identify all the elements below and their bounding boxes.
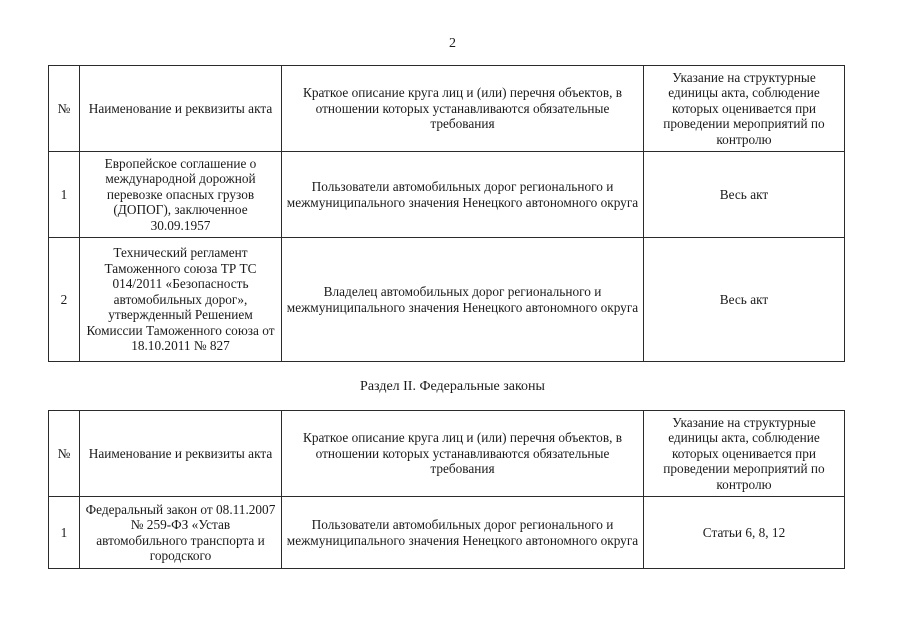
table-header-row: [49, 66, 845, 152]
header-act-name: Наименование и реквизиты акта: [80, 66, 282, 152]
acts-table-section-1: [48, 65, 845, 362]
header-number: №: [49, 66, 80, 152]
row-number: 1: [49, 497, 80, 569]
header-number: №: [49, 411, 80, 497]
header-act-name: Наименование и реквизиты акта: [80, 411, 282, 497]
header-structural-units: Указание на структурные единицы акта, соблюдение которых оценивается при проведении мероприятий по контролю: [644, 66, 845, 152]
act-description: Пользователи автомобильных дорог регионального и межмуниципального значения Ненецкого автономного округа: [282, 152, 644, 238]
act-description: Пользователи автомобильных дорог регионального и межмуниципального значения Ненецкого автономного округа: [282, 497, 644, 569]
acts-table-section-2: [48, 410, 845, 569]
table-row: [49, 152, 845, 238]
act-structural-units: Весь акт: [644, 238, 845, 362]
row-number: 2: [49, 238, 80, 362]
page-number: 2: [449, 36, 456, 51]
act-description: Владелец автомобильных дорог регионального и межмуниципального значения Ненецкого автономного округа: [282, 238, 644, 362]
header-description: Краткое описание круга лиц и (или) перечня объектов, в отношении которых устанавливаются обязательные требования: [282, 66, 644, 152]
act-structural-units: Весь акт: [644, 152, 845, 238]
act-name: Технический регламент Таможенного союза ТР ТС 014/2011 «Безопасность автомобильных дорог», утвержденный Решением Комиссии Таможенного союза от 18.10.2011 № 827: [80, 238, 282, 362]
act-structural-units: Статьи 6, 8, 12: [644, 497, 845, 569]
table-row: [49, 497, 845, 569]
act-name: Европейское соглашение о международной дорожной перевозке опасных грузов (ДОПОГ), заключенное 30.09.1957: [80, 152, 282, 238]
section-title: Раздел II. Федеральные законы: [360, 379, 545, 394]
header-description: Краткое описание круга лиц и (или) перечня объектов, в отношении которых устанавливаются обязательные требования: [282, 411, 644, 497]
table-header-row: [49, 411, 845, 497]
table-row: [49, 238, 845, 362]
header-structural-units: Указание на структурные единицы акта, соблюдение которых оценивается при проведении мероприятий по контролю: [644, 411, 845, 497]
row-number: 1: [49, 152, 80, 238]
act-name: Федеральный закон от 08.11.2007 № 259-ФЗ «Устав автомобильного транспорта и городского: [80, 497, 282, 569]
